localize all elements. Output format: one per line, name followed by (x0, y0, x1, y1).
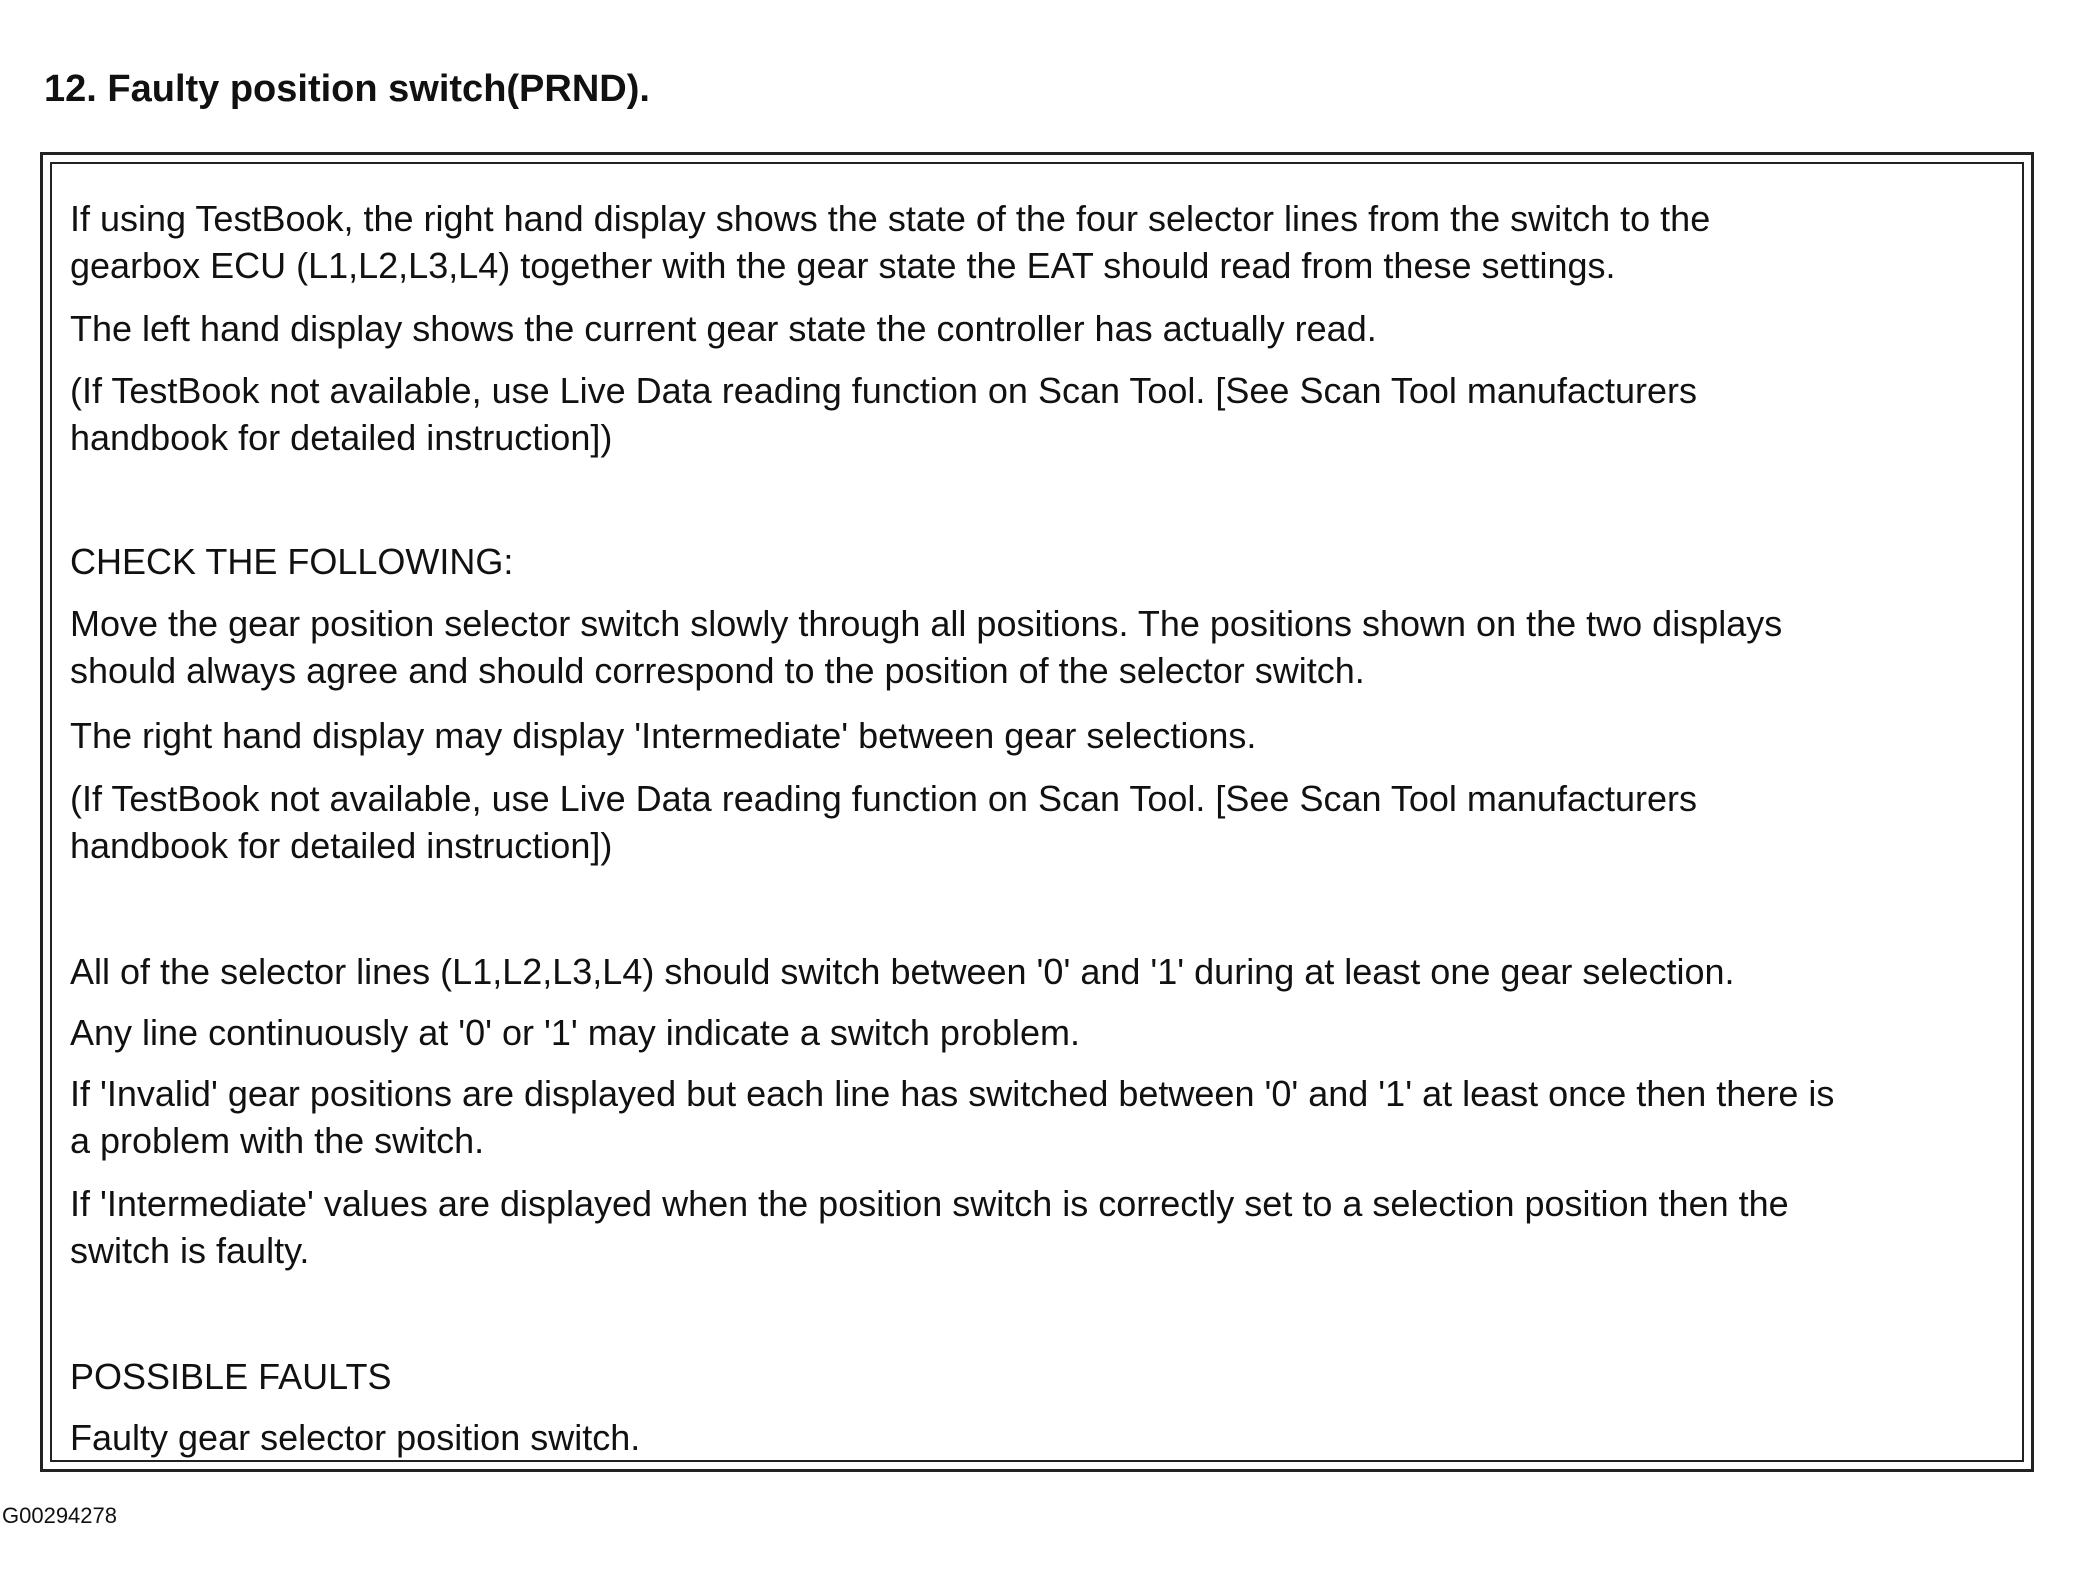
intermediate-values-paragraph: If 'Intermediate' values are displayed when the position switch is correctly set to a selection position then the switch is faulty. (70, 1183, 1789, 1271)
scan-tool-note-paragraph: (If TestBook not available, use Live Data reading function on Scan Tool. [See Scan Tool manufacturers handbook for detailed instruction]) (70, 370, 1697, 458)
selector-lines-paragraph: All of the selector lines (L1,L2,L3,L4) should switch between '0' and '1' during at least one gear selection. (70, 951, 1735, 992)
invalid-positions-paragraph: If 'Invalid' gear positions are displayed but each line has switched between '0' and '1' at least once then there is a problem with the switch. (70, 1073, 1835, 1161)
fault-item-paragraph: Faulty gear selector position switch. (70, 1417, 641, 1458)
line-continuous-paragraph: Any line continuously at '0' or '1' may indicate a switch problem. (70, 1012, 1080, 1053)
testbook-intro-paragraph: If using TestBook, the right hand display shows the state of the four selector lines from the switch to the gearbox ECU (L1,L2,L3,L4) together with the gear state the EAT should read from these settings. (70, 198, 1711, 286)
page-title: 12. Faulty position switch(PRND). (44, 68, 650, 110)
check-following-heading: CHECK THE FOLLOWING: (70, 541, 514, 582)
intermediate-display-paragraph: The right hand display may display 'Intermediate' between gear selections. (70, 715, 1257, 756)
figure-id-label: G00294278 (2, 1503, 117, 1528)
left-display-paragraph: The left hand display shows the current gear state the controller has actually read. (70, 308, 1377, 349)
possible-faults-heading: POSSIBLE FAULTS (70, 1356, 392, 1397)
move-selector-paragraph: Move the gear position selector switch slowly through all positions. The positions shown on the two displays should always agree and should correspond to the position of the selector switch. (70, 603, 1783, 691)
scan-tool-note-paragraph-2: (If TestBook not available, use Live Data reading function on Scan Tool. [See Scan Tool manufacturers handbook for detailed instruction]) (70, 778, 1697, 866)
